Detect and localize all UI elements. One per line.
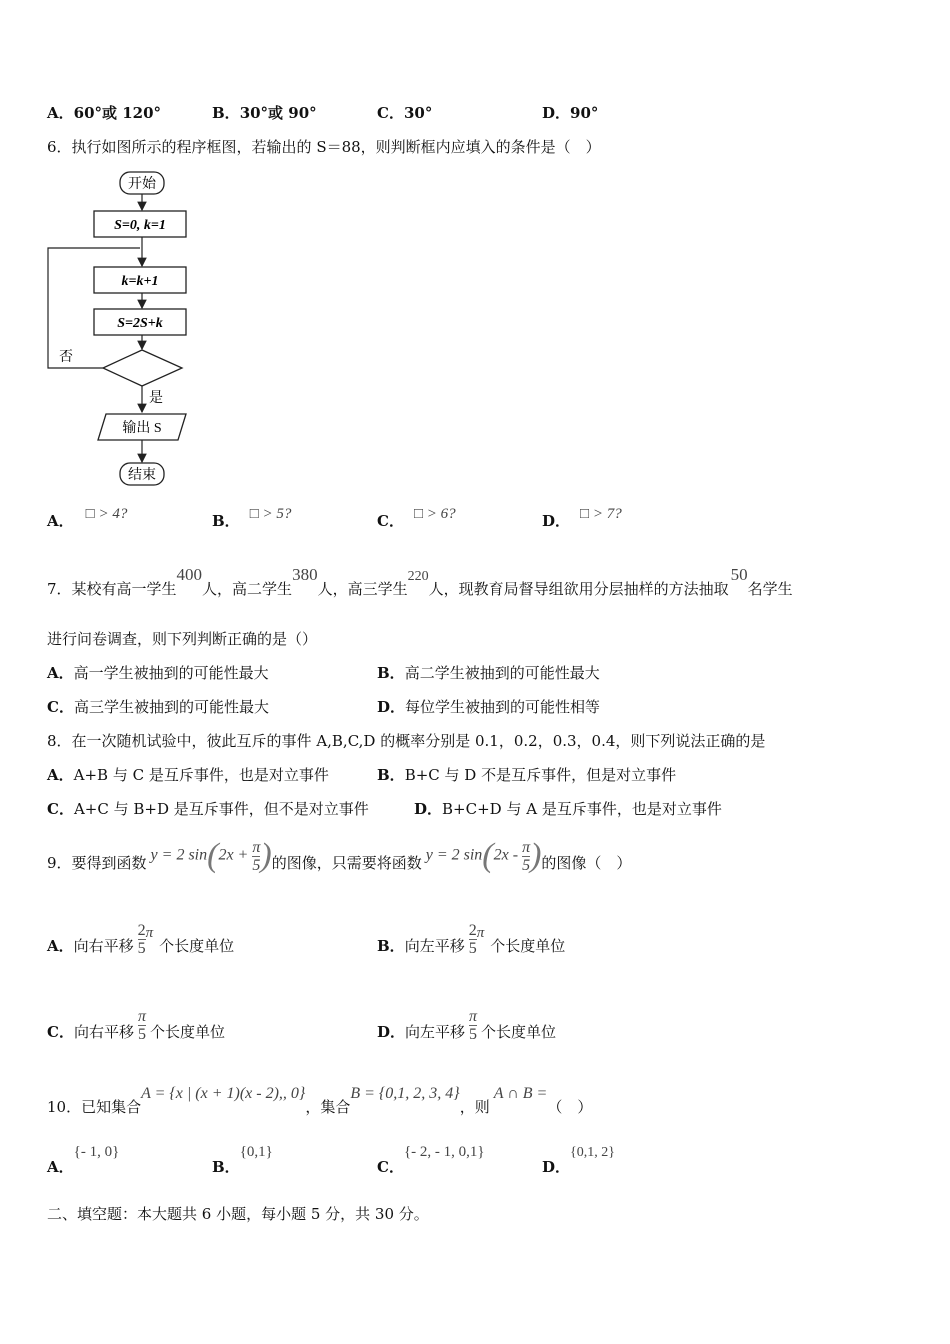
q5-option-b: B．30°或 90°	[212, 104, 317, 122]
section2-heading: 二、填空题：本大题共 6 小题，每小题 5 分，共 30 分。	[47, 1205, 429, 1223]
q6-option-b: B． □ > 5?	[212, 506, 292, 530]
q10-set-b: B = {0,1, 2, 3, 4}	[350, 1085, 460, 1102]
flow-decision-diamond	[103, 350, 182, 386]
q10-expr: A ∩ B =	[493, 1085, 548, 1102]
flow-init-text: S=0, k=1	[114, 218, 166, 233]
q7-option-a: A．高一学生被抽到的可能性最大	[47, 664, 269, 682]
q6-option-d: D． □ > 7?	[542, 506, 622, 530]
q7-option-d: D．每位学生被抽到的可能性相等	[377, 698, 601, 716]
flow-start-text: 开始	[128, 177, 156, 192]
q5-option-c: C．30°	[377, 104, 433, 122]
q8-stem: 8．在一次随机试验中，彼此互斥的事件 A,B,C,D 的概率分别是 0.1，0.2，0.3，0.4，则下列说法正确的是	[47, 732, 766, 750]
flow-yes-label: 是	[149, 391, 163, 406]
q10-option-c: C．{- 2, - 1, 0,1}	[377, 1144, 485, 1176]
q10-option-a: A．{- 1, 0}	[47, 1144, 120, 1176]
q9-option-a: A． 向右平移 $\frac{2}{5}$ π 个长度单位	[47, 921, 235, 957]
q7-stem-line2: 进行问卷调查，则下列判断正确的是（）	[47, 630, 318, 648]
flow-step1-text: k=k+1	[121, 274, 159, 289]
q6-option-c: C． □ > 6?	[377, 506, 456, 530]
flow-output-text: 输出 S	[122, 421, 162, 436]
q8-option-a: A．A+B 与 C 是互斥事件，也是对立事件	[47, 766, 329, 784]
q5-option-d: D．90°	[542, 104, 599, 122]
flow-no-label: 否	[59, 350, 73, 365]
flow-step2-text: S=2S+k	[117, 316, 163, 331]
q9-func1: y = 2 sin(2x + $\frac{\pi}{5}$ )	[150, 837, 272, 874]
flow-end-text: 结束	[128, 468, 156, 483]
q10-stem: 10．已知集合A = {x | (x + 1)(x - 2),, 0}，集合B = {0,1, 2, 3, 4}，则A ∩ B =（ ）	[47, 1085, 593, 1116]
q10-option-d: D．{0,1, 2}	[542, 1145, 615, 1176]
q7-stem: 7．某校有高一学生400人，高二学生380人，高三学生220人，现教育局督导组欲用分层抽样的方法抽取50名学生	[47, 565, 793, 598]
q9-option-b: B． 向左平移 $\frac{2}{5}$ π 个长度单位	[377, 921, 566, 957]
q9-stem: 9．要得到函数 y = 2 sin(2x + $\frac{\pi}{5}$ ) 的图像，只需要将函数 y = 2 sin(2x - $\frac{\pi}{5}$ ) 的图像（ ）	[47, 837, 632, 874]
q8-option-d: D．B+C+D 与 A 是互斥事件，也是对立事件	[414, 800, 722, 818]
q7-option-b: B．高二学生被抽到的可能性最大	[377, 664, 600, 682]
q9-func2: y = 2 sin(2x - $\frac{\pi}{5}$ )	[425, 837, 542, 874]
q7-option-c: C．高三学生被抽到的可能性最大	[47, 698, 269, 716]
q9-option-c: C． 向右平移 $\frac{\pi}{5}$ 个长度单位	[47, 1007, 225, 1043]
q9-option-d: D． 向左平移 $\frac{\pi}{5}$ 个长度单位	[377, 1007, 557, 1043]
q5-option-a: A．60°或 120°	[47, 104, 162, 122]
q10-option-b: B．{0,1}	[212, 1144, 273, 1176]
q8-option-c: C．A+C 与 B+D 是互斥事件，但不是对立事件	[47, 800, 369, 818]
q6-option-a: A． □ > 4?	[47, 506, 128, 530]
q6-flowchart	[40, 168, 200, 493]
q6-stem: 6．执行如图所示的程序框图，若输出的 S＝88，则判断框内应填入的条件是（ ）	[47, 138, 601, 156]
q8-option-b: B．B+C 与 D 不是互斥事件，但是对立事件	[377, 766, 677, 784]
q10-set-a: A = {x | (x + 1)(x - 2),, 0}	[141, 1085, 306, 1102]
